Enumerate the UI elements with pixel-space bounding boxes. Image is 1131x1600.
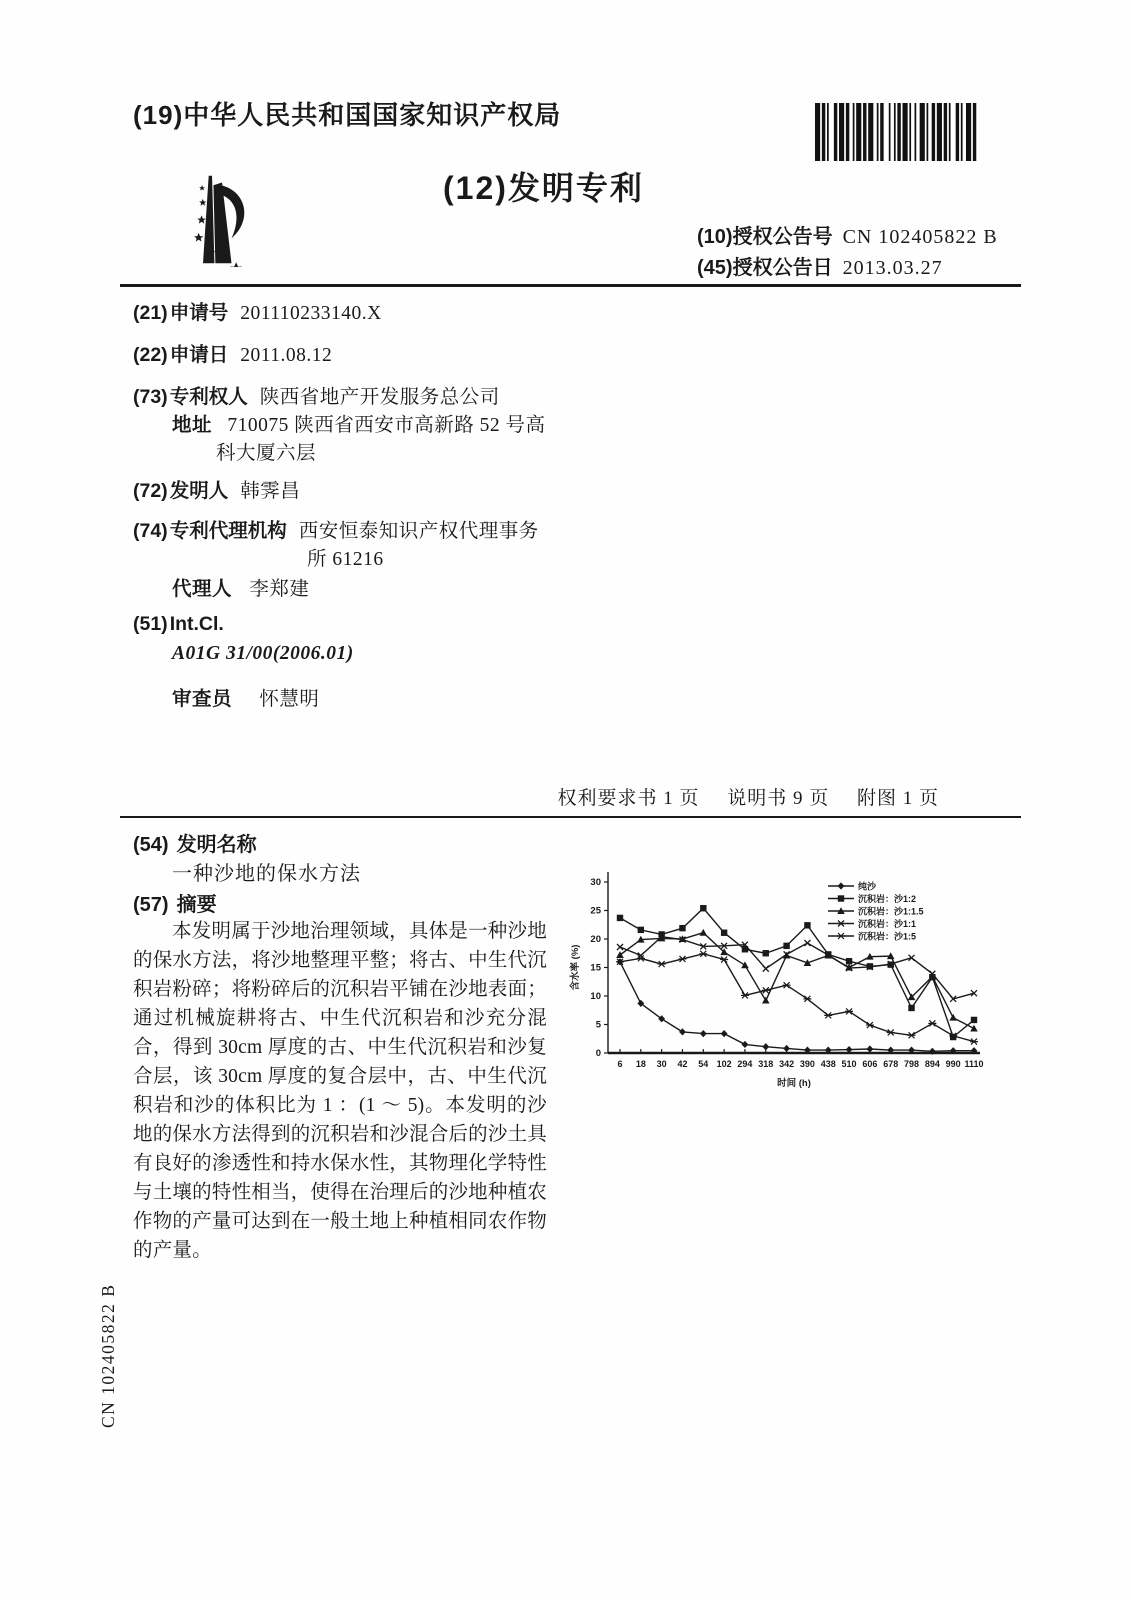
publication-date-value: 2013.03.27 <box>842 257 943 279</box>
address-line-1: 710075 陕西省西安市高新路 52 号高 <box>227 415 546 436</box>
side-document-code: CN 102405822 B <box>98 1283 118 1428</box>
pages-summary <box>557 783 939 810</box>
svg-text:894: 894 <box>924 1059 940 1069</box>
agency-name-line-2: 所 61216 <box>307 549 384 570</box>
field-label: 申请日 <box>169 344 229 366</box>
svg-text:42: 42 <box>677 1059 688 1069</box>
field-label: 专利权人 <box>169 386 248 408</box>
examiner-row <box>172 683 319 711</box>
abstract-heading <box>133 888 217 917</box>
field-tag: (74) <box>133 520 168 542</box>
svg-text:102: 102 <box>716 1059 732 1069</box>
header-divider <box>120 284 1021 287</box>
invention-title: 一种沙地的保水方法 <box>172 863 361 885</box>
address-label: 地址 <box>172 414 213 436</box>
svg-text:438: 438 <box>820 1059 836 1069</box>
svg-text:606: 606 <box>862 1059 878 1069</box>
agency-row <box>133 515 539 543</box>
svg-text:10: 10 <box>590 991 601 1003</box>
application-date-row <box>133 339 332 367</box>
field-label: 摘要 <box>176 894 217 916</box>
field-tag: (73) <box>133 386 168 408</box>
svg-text:318: 318 <box>758 1059 774 1069</box>
patentee-address-row <box>172 409 546 437</box>
svg-text:30: 30 <box>590 877 601 889</box>
patentee-row <box>133 381 500 409</box>
barcode <box>815 103 978 161</box>
claims-pages: 权利要求书 1 页 <box>557 788 700 809</box>
svg-text:0: 0 <box>595 1048 601 1060</box>
svg-text:342: 342 <box>779 1059 795 1069</box>
address-line-2: 科大厦六层 <box>216 443 317 464</box>
field-tag: (51) <box>133 613 168 635</box>
application-number-row <box>133 297 382 325</box>
invention-title-heading <box>133 828 257 857</box>
examiner-label: 审查员 <box>172 688 233 710</box>
description-pages: 说明书 9 页 <box>727 788 830 809</box>
sipo-logo-icon <box>165 172 260 267</box>
svg-text:18: 18 <box>635 1059 646 1069</box>
field-label: 发明人 <box>169 480 229 502</box>
abstract-text: 本发明属于沙地治理领域，具体是一种沙地的保水方法，将沙地整理平整；将古、中生代沉积岩粉碎；将粉碎后的沉积岩平铺在沙地表面；通过机械旋耕将古、中生代沉积岩和沙充分混合，得到 30cm 厚度的古、中生代沉积岩和沙复合层，该 30cm 厚度的复合层中，古、中生代沉积岩和沙的体积比为 1 ：(1 ～ 5)。本发明的沙地的保水方法得到的沉积岩和沙混合后的沙土具有良好的渗透性和持水保水性，其物理化学特性与土壤的特性相当，使得在治理后的沙地种植农作物的产量可达到在一般土地上种植相同农作物的产量。 <box>133 921 547 1261</box>
inventor-row <box>133 475 300 503</box>
svg-text:798: 798 <box>904 1059 920 1069</box>
document-type: (12)发明专利 <box>443 170 644 206</box>
field-label: 发明名称 <box>176 834 257 856</box>
svg-text:510: 510 <box>841 1059 857 1069</box>
patentee-name: 陕西省地产开发服务总公司 <box>259 387 500 408</box>
inventor-name: 韩霁昌 <box>240 481 301 502</box>
agent-name: 李郑建 <box>249 579 310 600</box>
field-tag: (72) <box>133 480 168 502</box>
publication-number-value: CN 102405822 B <box>842 226 998 248</box>
agent-label: 代理人 <box>172 578 233 600</box>
svg-text:678: 678 <box>883 1059 899 1069</box>
field-label: 专利代理机构 <box>169 520 287 542</box>
examiner-name: 怀慧明 <box>259 689 320 710</box>
svg-text:5: 5 <box>595 1019 601 1031</box>
svg-text:294: 294 <box>737 1059 753 1069</box>
svg-text:含水率 (%): 含水率 (%) <box>570 944 581 991</box>
svg-text:沉积岩：沙1:1: 沉积岩：沙1:1 <box>858 918 917 929</box>
section-divider <box>120 816 1021 818</box>
field-tag: (54) <box>133 834 169 856</box>
drawings-pages: 附图 1 页 <box>856 788 939 809</box>
publication-date-row <box>697 251 943 280</box>
field-label: Int.Cl. <box>169 613 224 635</box>
field-tag: (57) <box>133 894 169 916</box>
field-label: 申请号 <box>169 302 229 324</box>
svg-text:15: 15 <box>590 962 601 974</box>
agent-row <box>172 573 309 601</box>
publication-date-label: (45)授权公告日 <box>697 257 833 279</box>
svg-text:25: 25 <box>590 905 601 917</box>
int-cl-row <box>133 613 224 636</box>
field-tag: (22) <box>133 344 168 366</box>
svg-text:纯沙: 纯沙 <box>858 881 877 892</box>
field-tag: (21) <box>133 302 168 324</box>
svg-text:沉积岩：沙1:5: 沉积岩：沙1:5 <box>858 931 917 942</box>
svg-text:沉积岩：沙1:2: 沉积岩：沙1:2 <box>858 893 917 904</box>
svg-text:6: 6 <box>617 1059 623 1069</box>
svg-text:20: 20 <box>590 934 601 946</box>
svg-text:时间 (h): 时间 (h) <box>777 1078 811 1089</box>
svg-text:沉积岩：沙1:1.5: 沉积岩：沙1:1.5 <box>858 906 924 917</box>
svg-text:390: 390 <box>799 1059 815 1069</box>
svg-text:1110: 1110 <box>964 1059 984 1069</box>
moisture-line-chart <box>566 850 990 1095</box>
publication-number-row <box>697 220 998 249</box>
agency-name-line-1: 西安恒泰知识产权代理事务 <box>298 521 539 542</box>
ipc-classification: A01G 31/00(2006.01) <box>172 643 354 664</box>
application-date: 2011.08.12 <box>240 345 333 366</box>
publication-number-label: (10)授权公告号 <box>697 226 833 248</box>
svg-text:990: 990 <box>945 1059 961 1069</box>
svg-text:54: 54 <box>698 1059 709 1069</box>
patent-office-name: (19)中华人民共和国国家知识产权局 <box>133 100 562 130</box>
svg-text:30: 30 <box>656 1059 667 1069</box>
application-number: 201110233140.X <box>240 303 382 324</box>
